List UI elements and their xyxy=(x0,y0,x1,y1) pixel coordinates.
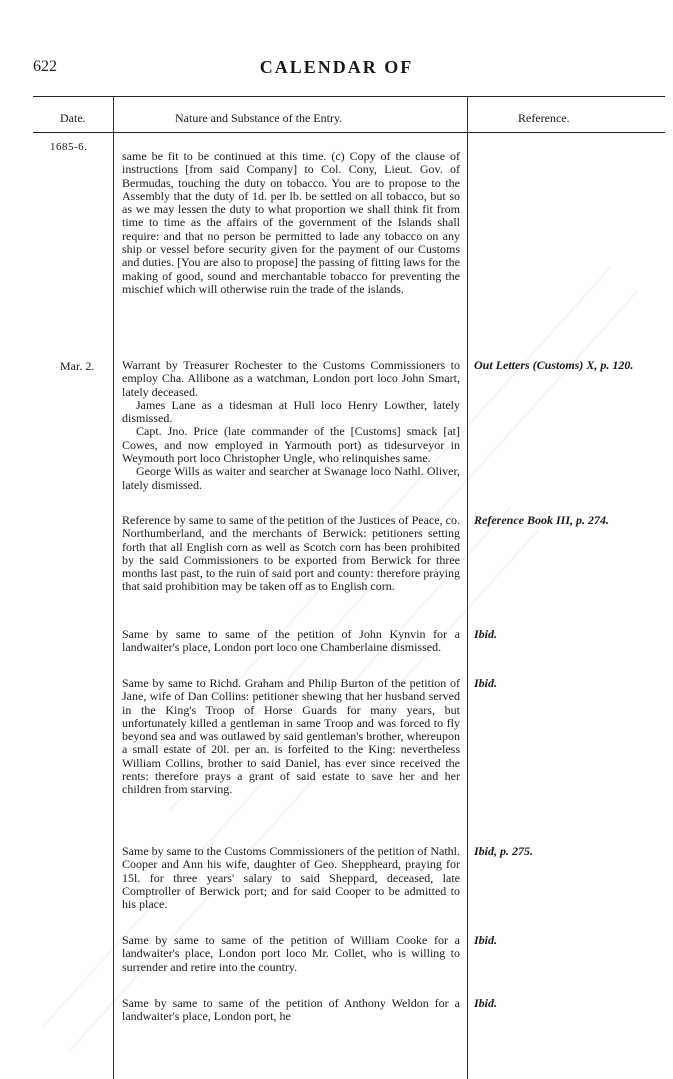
entry-paragraph: Same by same to same of the petition of William Cooke for a landwaiter's place, London port loco Mr. Collet, who is willing to surrender and retire into the country. xyxy=(122,933,460,974)
entry-reference xyxy=(474,845,664,858)
reference-text: Ibid, p. 275. xyxy=(474,844,534,858)
entry-reference xyxy=(474,677,664,690)
entry-paragraph: Capt. Jno. Price (late commander of the [Customs] smack [at] Cowes, and now employed in Yarmouth port) as tidesurveyor in Weymouth port loco Christopher Ungle, who relinquishes same. xyxy=(122,424,460,466)
entry-reference xyxy=(474,934,664,947)
entry-paragraph: Same by same to the Customs Commissioners of the petition of Nathl. Cooper and Ann his wife, daughter of Geo. Sheppheard, praying for 15l. for three years' salary to said Sheppard, deceased, late Comptroller of Berwick port; and for said Cooper to be admitted to his place. xyxy=(122,844,460,912)
entry-paragraph: Same by same to Richd. Graham and Philip Burton of the petition of Jane, wife of Dan Collins: petitioner shewing that her husband served in the King's Troop of Horse Guards for many years, but unfortunately killed a gentleman in same Troop and was forced to fly beyond sea and was outlawed by said gentleman's brother, whereupon a small estate of 20l. per an. is forfeited to the King: nevertheless William Collins, brother to said Daniel, has ever since received the rents: therefore prays a grant of said estate to save her and her children from starving. xyxy=(122,676,460,797)
entry xyxy=(122,150,460,296)
column-header-nature: Nature and Substance of the Entry. xyxy=(175,111,343,125)
column-divider-right xyxy=(467,96,468,1079)
reference-text: Ibid. xyxy=(474,676,498,690)
entry-reference xyxy=(474,359,664,372)
entry xyxy=(122,997,460,1024)
entry xyxy=(122,845,460,911)
entry-paragraph: Same by same to same of the petition of Anthony Weldon for a landwaiter's place, London port, he xyxy=(122,996,460,1024)
column-divider-left xyxy=(113,96,114,1079)
header-rule xyxy=(33,132,665,133)
entry-paragraph: Reference by same to same of the petition of the Justices of Peace, co. Northumberland, and the merchants of Berwick: petitioners setting forth that all English corn as well as Scotch corn has been prohibited by the said Commissioners to be exported from Berwick for three months last past, to the ruin of said port and county: therefore praying that said prohibition may be taken off as to English corn. xyxy=(122,513,460,594)
reference-text: Ibid. xyxy=(474,933,498,947)
entry xyxy=(122,359,460,492)
reference-text: Reference Book III, p. 274. xyxy=(474,513,609,527)
reference-text: Ibid. xyxy=(474,627,498,641)
entry-paragraph: Same by same to same of the petition of John Kynvin for a landwaiter's place, London port loco one Chamberlaine dismissed. xyxy=(122,627,460,655)
column-header-reference: Reference. xyxy=(518,111,570,125)
entry-paragraph: Warrant by Treasurer Rochester to the Customs Commissioners to employ Cha. Allibone as a watchman, London port loco John Smart, lately deceased. xyxy=(122,358,460,399)
entry xyxy=(122,677,460,797)
entry-reference xyxy=(474,514,664,527)
entry xyxy=(122,628,460,655)
year-marker: 1685-6. xyxy=(50,141,88,153)
entry xyxy=(122,934,460,974)
top-rule xyxy=(33,96,665,97)
entry-paragraph: same be fit to be continued at this time. (c) Copy of the clause of instructions [from said Company] to Col. Cony, Lieut. Gov. of Bermudas, touching the duty on tobacco. You are to propose to the Assembly that the duty of 1d. per lb. be settled on all tobacco, but so as we may lessen the duty to what proportion we shall think fit from time to time as the affairs of the government of the Islands shall require: and that no person be permitted to lade any tobacco on any ship or vessel before security given for the payment of our Customs and duties. [You are also to propose] the passing of fitting laws for the making of good, sound and merchantable tobacco for preventing the mischief which will otherwise ruin the trade of the islands. xyxy=(122,149,460,296)
column-header-date: Date. xyxy=(60,111,86,125)
reference-text: Ibid. xyxy=(474,996,498,1010)
page-number: 622 xyxy=(33,58,57,75)
reference-text: Out Letters (Customs) X, p. 120. xyxy=(474,358,634,372)
entry-reference xyxy=(474,628,664,641)
running-title: CALENDAR OF xyxy=(259,57,414,77)
entry-paragraph: George Wills as waiter and searcher at Swanage loco Nathl. Oliver, lately dismissed. xyxy=(122,464,460,492)
entry-paragraph: James Lane as a tidesman at Hull loco Henry Lowther, lately dismissed. xyxy=(122,397,460,426)
entry-reference xyxy=(474,997,664,1010)
entry xyxy=(122,514,460,594)
entry-date: Mar. 2. xyxy=(60,359,95,373)
